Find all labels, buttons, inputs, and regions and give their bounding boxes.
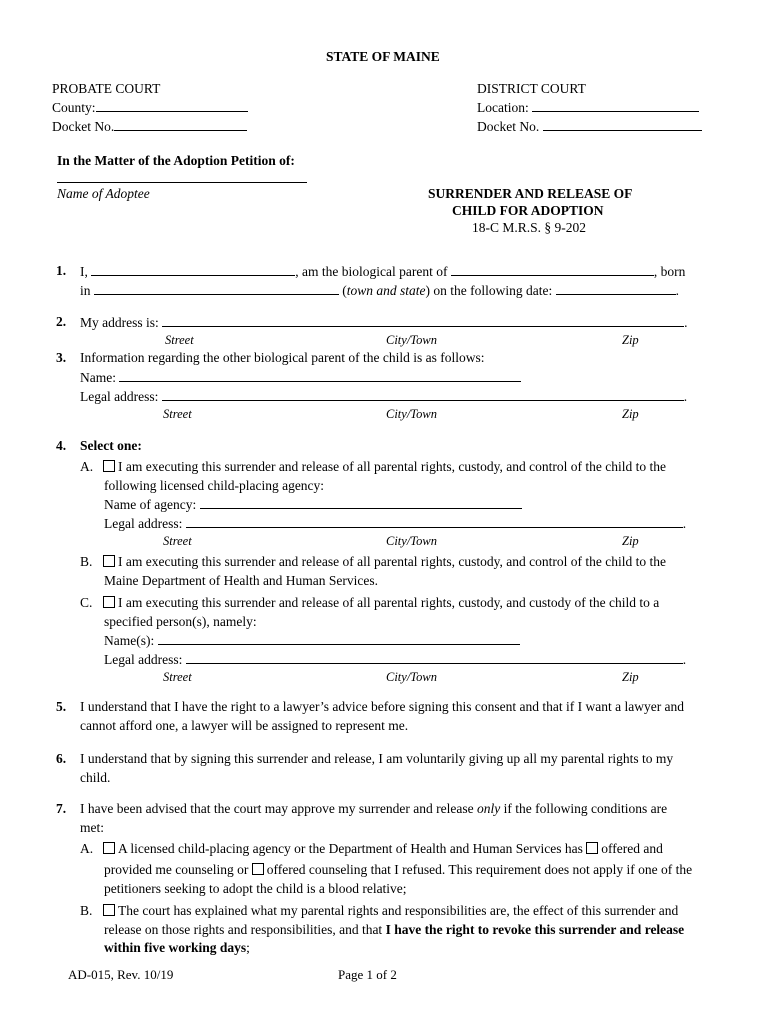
docket-right-label: Docket No. (477, 119, 540, 134)
option-c-text1: I am executing this surrender and release of all parental rights, custody, and custody of the child to a (118, 595, 660, 610)
condition-b-text2b: I have the right to revoke this surrender and release (385, 922, 685, 937)
item-4-text: Select one: (80, 438, 142, 453)
item-1-number: 1. (56, 263, 67, 278)
legal-address-label: Legal address: (104, 516, 183, 531)
docket-left-label: Docket No. (52, 119, 115, 134)
birthplace-field[interactable] (94, 281, 339, 295)
page-title: STATE OF MAINE (326, 49, 440, 64)
county-field[interactable] (96, 98, 248, 112)
condition-a-line2 (104, 861, 692, 879)
option-b-letter: B. (80, 554, 93, 569)
item-2-line: My address is: . (80, 315, 688, 330)
option-a-line2: following licensed child-placing agency: (104, 478, 325, 493)
condition-a-text1a: A licensed child-placing agency or the Department of Health and Human Services has (118, 841, 583, 856)
condition-a-text2a: provided me counseling or (104, 862, 249, 877)
location-label: Location: (477, 100, 529, 115)
item-1-line2: in (town and state) on the following date: . (80, 283, 680, 298)
option-a-checkbox[interactable] (103, 460, 115, 472)
agency-address-row: Legal address: . (104, 516, 687, 531)
city-caption: City/Town (386, 534, 437, 548)
condition-a-letter: A. (80, 841, 94, 856)
page-number: Page 1 of 2 (338, 967, 397, 982)
street-caption: Street (163, 670, 192, 684)
item-2-text: My address is: (80, 315, 159, 330)
zip-caption: Zip (622, 534, 639, 548)
option-c-letter: C. (80, 595, 93, 610)
item-1-line1 (80, 262, 685, 281)
city-caption: City/Town (386, 333, 437, 347)
county-row (52, 98, 248, 117)
option-c-line1 (103, 594, 659, 612)
street-caption: Street (165, 333, 194, 347)
docket-left-field[interactable] (114, 117, 247, 131)
option-b-line1 (103, 553, 666, 571)
adoptee-name-field[interactable] (57, 182, 307, 183)
zip-caption: Zip (622, 407, 639, 421)
condition-a-line3: petitioners seeking to adopt the child is a blood relative; (104, 881, 407, 896)
parent-name-field[interactable] (91, 262, 295, 276)
item-7-text-a: I have been advised that the court may approve my surrender and release (80, 801, 474, 816)
other-parent-address-field[interactable] (162, 387, 684, 401)
option-a-line1 (103, 458, 666, 476)
street-caption: Street (163, 407, 192, 421)
other-parent-address-row: Legal address: . (80, 389, 688, 404)
option-a-letter: A. (80, 459, 94, 474)
item-6-number: 6. (56, 751, 67, 766)
item-5-number: 5. (56, 699, 67, 714)
name-label: Name: (80, 370, 116, 385)
option-b-checkbox[interactable] (103, 555, 115, 567)
item-7-number: 7. (56, 801, 67, 816)
item-7-line1 (80, 800, 667, 818)
item-1-text-a: I, (80, 264, 88, 279)
docket-right-row (477, 117, 702, 136)
agency-name-field[interactable] (200, 495, 522, 509)
child-name-field[interactable] (451, 262, 654, 276)
my-address-field[interactable] (162, 313, 684, 327)
probate-court-label: PROBATE COURT (52, 81, 161, 96)
condition-b-checkbox[interactable] (103, 904, 115, 916)
other-parent-name-row (80, 368, 521, 387)
legal-address-label: Legal address: (80, 389, 159, 404)
option-b-text1: I am executing this surrender and release of all parental rights, custody, and control of the child to the (118, 554, 666, 569)
item-1-text-c: , born (653, 264, 686, 279)
docket-left-row (52, 117, 247, 136)
location-field[interactable] (532, 98, 699, 112)
agency-address-field[interactable] (186, 514, 683, 528)
zip-caption: Zip (622, 333, 639, 347)
item-3-number: 3. (56, 350, 67, 365)
option-b-line2: Maine Department of Health and Human Services. (104, 573, 379, 588)
persons-name-row (104, 631, 520, 650)
item-7-line2: met: (80, 820, 104, 835)
option-c-checkbox[interactable] (103, 596, 115, 608)
form-id: AD-015, Rev. 10/19 (68, 967, 174, 982)
item-1-text-e: town and state (346, 283, 426, 298)
item-7-text-b: if the following conditions are (503, 801, 668, 816)
offered-provided-checkbox[interactable] (586, 842, 598, 854)
condition-a-text1b: offered and (601, 841, 663, 856)
item-7-only: only (476, 801, 501, 816)
condition-a-line1 (103, 840, 663, 858)
item-5-line1: I understand that I have the right to a lawyer’s advice before signing this consent and that if I want a lawyer and (80, 699, 685, 714)
docket-right-field[interactable] (543, 117, 702, 131)
agency-name-row (104, 495, 522, 514)
matter-label: In the Matter of the Adoption Petition of: (57, 153, 295, 168)
condition-b-text2a: release on those rights and responsibilities, and that (104, 922, 383, 937)
location-row (477, 98, 699, 117)
option-a-text1: I am executing this surrender and release of all parental rights, custody, and control of the child to the (118, 459, 666, 474)
item-3-text: Information regarding the other biological parent of the child is as follows: (80, 350, 485, 365)
adoptee-caption: Name of Adoptee (57, 186, 150, 201)
city-caption: City/Town (386, 407, 437, 421)
offered-refused-checkbox[interactable] (252, 863, 264, 875)
item-1-text-d: in (80, 283, 91, 298)
district-court-label: DISTRICT COURT (477, 81, 586, 96)
zip-caption: Zip (622, 670, 639, 684)
condition-b-line2 (104, 921, 684, 939)
option-c-line2: specified person(s), namely: (104, 614, 257, 629)
condition-b-text1: The court has explained what my parental rights and responsibilities are, the effect of this surrender and (118, 903, 679, 918)
condition-b-text3b: ; (246, 940, 250, 955)
item-6-line2: child. (80, 770, 111, 785)
item-5-line2: cannot afford one, a lawyer will be assigned to represent me. (80, 718, 409, 733)
persons-address-row: Legal address: . (104, 652, 687, 667)
persons-name-field[interactable] (158, 631, 520, 645)
item-4-number: 4. (56, 438, 67, 453)
agency-name-label: Name of agency: (104, 497, 197, 512)
form-title-line2: CHILD FOR ADOPTION (452, 203, 604, 218)
form-title-line1: SURRENDER AND RELEASE OF (428, 186, 633, 201)
persons-address-field[interactable] (186, 650, 683, 664)
condition-b-line3 (104, 939, 250, 957)
city-caption: City/Town (386, 670, 437, 684)
item-6-line1: I understand that by signing this surrender and release, I am voluntarily giving up all my parental rights to my (80, 751, 674, 766)
item-2-number: 2. (56, 314, 67, 329)
condition-a-text2b: offered counseling that I refused. This requirement does not apply if one of the (266, 862, 693, 877)
condition-a-checkbox[interactable] (103, 842, 115, 854)
statute: 18-C M.R.S. § 9-202 (472, 220, 587, 235)
street-caption: Street (163, 534, 192, 548)
county-label: County: (52, 100, 96, 115)
item-1-text-f: ) on the following date: (425, 283, 553, 298)
birthdate-field[interactable] (556, 281, 676, 295)
legal-address-label: Legal address: (104, 652, 183, 667)
condition-b-text3a: within five working days (104, 940, 247, 955)
other-parent-name-field[interactable] (119, 368, 521, 382)
names-label: Name(s): (104, 633, 155, 648)
condition-b-line1 (103, 902, 678, 920)
item-1-text-b: , am the biological parent of (295, 264, 448, 279)
condition-b-letter: B. (80, 903, 93, 918)
